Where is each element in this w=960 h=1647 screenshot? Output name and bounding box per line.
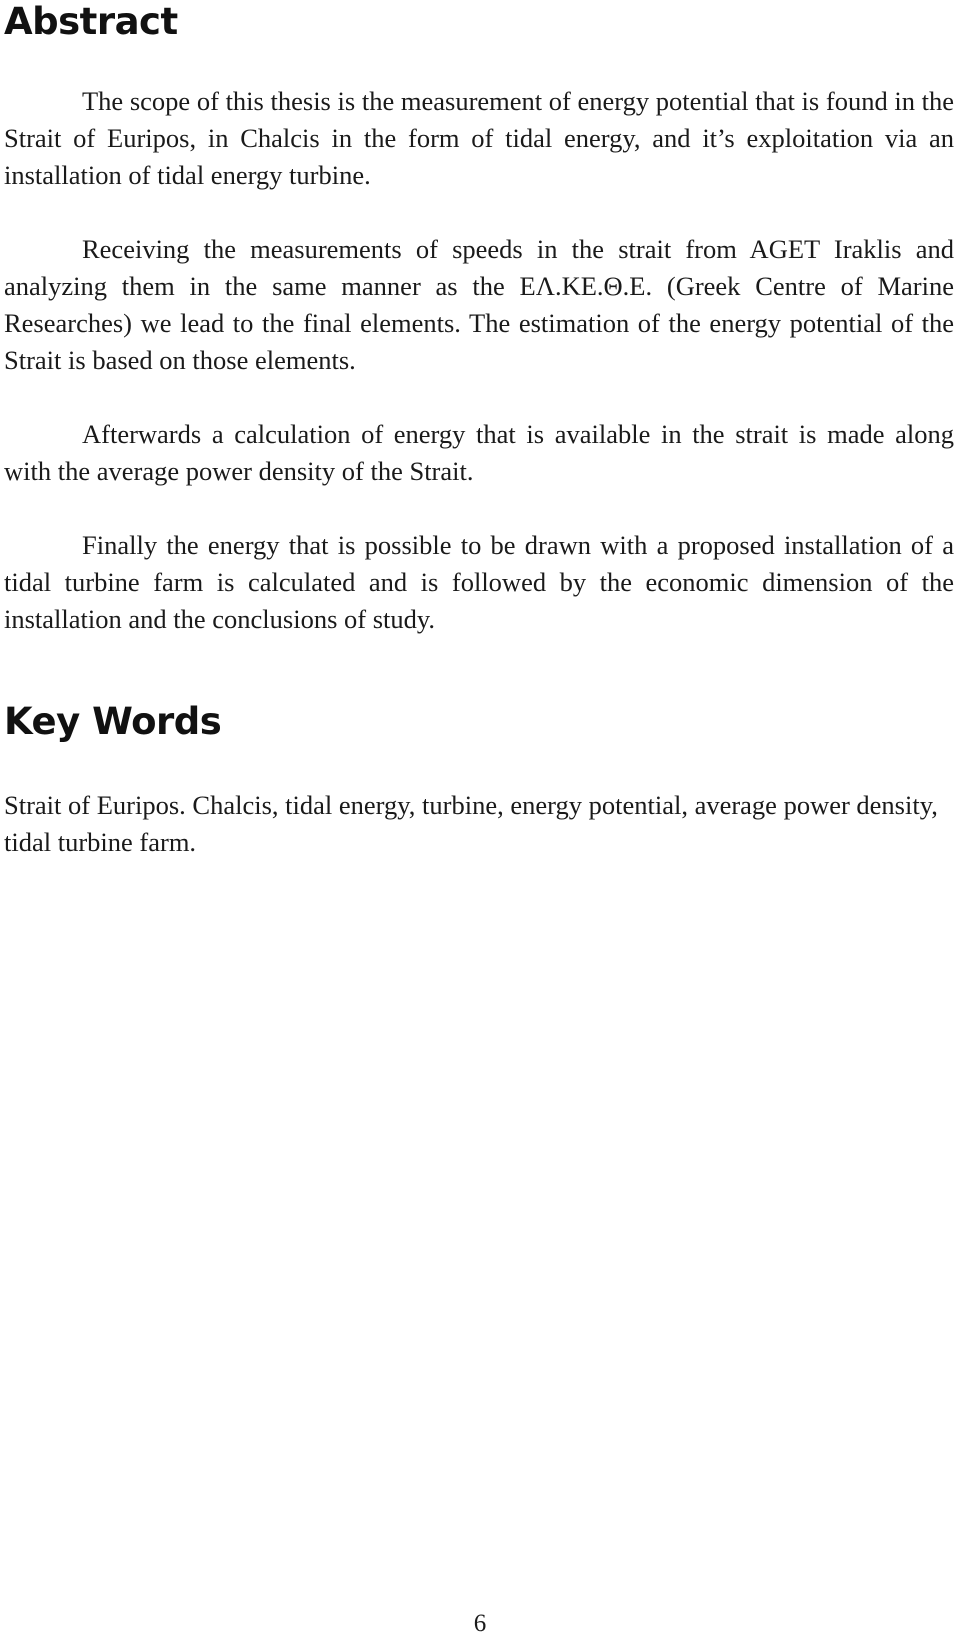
page-number: 6: [473, 1610, 487, 1637]
keywords-heading: Key Words: [4, 700, 222, 743]
abstract-paragraph-2: Receiving the measurements of speeds in the strait from AGET Iraklis and analyzing them in the same manner as the ΕΛ.ΚΕ.Θ.Ε. (Greek Centre of Marine Researches) we lead to the final elements. The estimation of the energy potential of the Strait is based on those elements.: [4, 234, 954, 375]
abstract-paragraph-1: The scope of this thesis is the measurement of energy potential that is found in the Strait of Euripos, in Chalcis in the form of tidal energy, and it’s exploitation via an installation of tidal energy turbine.: [4, 86, 954, 190]
abstract-paragraph-3: Afterwards a calculation of energy that is available in the strait is made along with the average power density of the Strait.: [4, 419, 954, 486]
abstract-paragraph-4: Finally the energy that is possible to be drawn with a proposed installation of a tidal turbine farm is calculated and is followed by the economic dimension of the installation and the conclusions of study.: [4, 530, 954, 634]
abstract-heading: Abstract: [4, 0, 178, 43]
keywords-list: Strait of Euripos. Chalcis, tidal energy, turbine, energy potential, average power density, tidal turbine farm.: [4, 790, 938, 857]
